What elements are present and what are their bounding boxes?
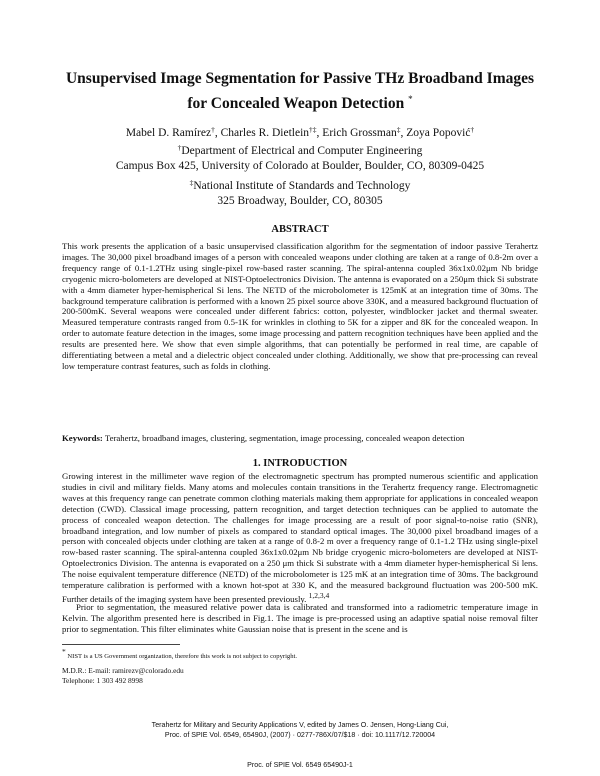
affiliation-colorado: [40, 140, 560, 174]
author: [221, 127, 323, 139]
proceedings-citation: [40, 721, 560, 740]
proceedings-line-2: Proc. of SPIE Vol. 6549, 65490J, (2007) · 0277-786X/07/$18 · doi: 10.1117/12.720004: [164, 730, 436, 739]
affiliation-institute: National Institute of Standards and Technology: [193, 180, 411, 192]
footnote-rule: [62, 644, 180, 645]
title-line-1: Unsupervised Image Segmentation for Passive THz Broadband Images: [65, 70, 535, 87]
keywords-label: Keywords:: [62, 433, 103, 443]
author-name: Mabel D. Ramírez: [125, 127, 212, 139]
affiliation-address: 325 Broadway, Boulder, CO, 80305: [217, 195, 383, 207]
affiliation-address: Campus Box 425, University of Colorado at Boulder, Boulder, CO, 80309-0425: [115, 160, 485, 172]
author-name: Erich Grossman: [322, 127, 397, 139]
introduction-heading: 1. INTRODUCTION: [252, 458, 348, 469]
affiliation-nist: [40, 175, 560, 209]
title-footnote-mark: *: [408, 94, 413, 104]
affiliation-mark: ‡: [189, 178, 194, 187]
author: [322, 127, 406, 139]
keywords: [62, 433, 538, 444]
reference-marks: 1,2,3,4: [308, 590, 330, 600]
keywords-text: Terahertz, broadband images, clustering, segmentation, image processing, concealed weapon detection: [104, 433, 465, 443]
contact-telephone: Telephone: 1 303 492 8998: [62, 676, 143, 685]
author-affiliation-mark: ‡: [396, 125, 401, 134]
introduction-paragraph-1-text: Growing interest in the millimeter wave region of the electromagnetic spectrum has prompted numerous scientific and application studies in civil and military fields. Many atoms and molecules contain transitions in the Terahertz frequency range. Electromagnetic waves at this frequency range can penetrate common clothing materials making them appropriate for applications in concealed weapon detection (CWD). Classical image processing, pattern recognition, and target detection techniques can be applied to automate the process of concealed weapon detection. The challenges for image processing are a result of poor signal-to-noise ratio (SNR), broadband integration, and low number of pixels as compared to standard optical images. The 30,000 pixel broadband images of a person with concealed objects under clothing are taken at a range of 0.8-2 m over a frequency range of 0.1-1.2 THz using single-pixel row-based raster scanning. The spiral-antenna coupled 36x1x0.02μm Nb bridge cryogenic micro-bolometers are developed at NIST-Optoelectronics Division. The antenna is evaporated on a 250 μm thick Si substrate with a 4mm diameter hyper-hemispherical Si lens. The noise equivalent temperature difference (NETD) of the microbolometer is 125 mK at an integration time of 30ms. The background temperature calibration is performed with a known hot-spot at 330 K, and the measured background fluctuation was 200-500 mK. Further details of the imaging system have been presented previously.: [62, 471, 538, 604]
author-separator: ,: [400, 127, 407, 139]
author-separator: ,: [214, 127, 221, 139]
author-name: Charles R. Dietlein: [220, 127, 310, 139]
author-separator: ,: [316, 127, 323, 139]
footnote-text: NIST is a US Government organization, therefore this work is not subject to copyright.: [67, 653, 297, 660]
author: [406, 127, 474, 139]
author-affiliation-mark: †‡: [309, 125, 317, 134]
affiliation-department: Department of Electrical and Computer Engineering: [181, 145, 423, 157]
abstract-text: This work presents the application of a basic unsupervised classification algorithm for the segmentation of indoor passive Terahertz images. The 30,000 pixel broadband images of a person with concealed weapons under clothing are taken at a range of 0.8-2m over a frequency range of 0.1-1.2THz using single-pixel row-based raster scanning. The spiral-antenna coupled 36x1x0.02μm Nb bridge cryogenic micro-bolometers are developed at NIST-Optoelectronics Division. The antenna is evaporated on a 250μm thick Si substrate with a 4mm diameter hyper-hemispherical Si lens. The NETD of the microbolometer is 125mK at an integration time of 30ms. The background temperature calibration is performed with a known 25 pixel source above 330K, and a measured background fluctuation of 200-500mK. Several weapons were concealed under different fabrics: cotton, polyester, windblocker jacket and thermal sweater. Measured temperature contrasts ranged from 0.5-1K for wrinkles in clothing to 5K for a zipper and 8K for the concealed weapon. In order to automate feature detection in the images, some image processing and pattern recognition techniques have been applied and the results are presented here. We show that even simple algorithms, that can potentially be performed in real time, are capable of differentiating between a metal and a dielectric object concealed under clothing. Additionally, we show that pre-processing can reveal low temperature contrast features, such as folds in clothing.: [62, 241, 538, 371]
abstract-heading: ABSTRACT: [271, 224, 329, 235]
page-footer: Proc. of SPIE Vol. 6549 65490J-1: [247, 761, 353, 769]
author-affiliation-mark: †: [211, 125, 215, 134]
contact-email: M.D.R.: E-mail: ramirezv@colorado.edu: [62, 666, 184, 675]
footnote-mark: *: [62, 647, 66, 656]
contact-info: [62, 666, 362, 686]
title-footnote: [62, 647, 538, 661]
author: [126, 127, 221, 139]
introduction-paragraph-1: [62, 471, 538, 605]
title-line-2: for Concealed Weapon Detection: [187, 95, 405, 113]
paper-title: [40, 69, 560, 114]
author-affiliation-mark: †: [470, 125, 475, 134]
author-name: Zoya Popović: [406, 127, 471, 139]
author-list: [40, 122, 560, 141]
introduction-paragraph-2: Prior to segmentation, the measured relative power data is calibrated and transformed into a radiometric temperature image in Kelvin. The algorithm presented here is described in Fig.1. The image is pre-processed using an adaptive spatial noise removal filter prior to segmentation. This filter eliminates white Gaussian noise that is present in the scene and is: [62, 602, 538, 634]
proceedings-line-1: Terahertz for Military and Security Applications V, edited by James O. Jensen, Hong-Liang Cui,: [151, 721, 449, 729]
affiliation-mark: †: [177, 143, 182, 152]
